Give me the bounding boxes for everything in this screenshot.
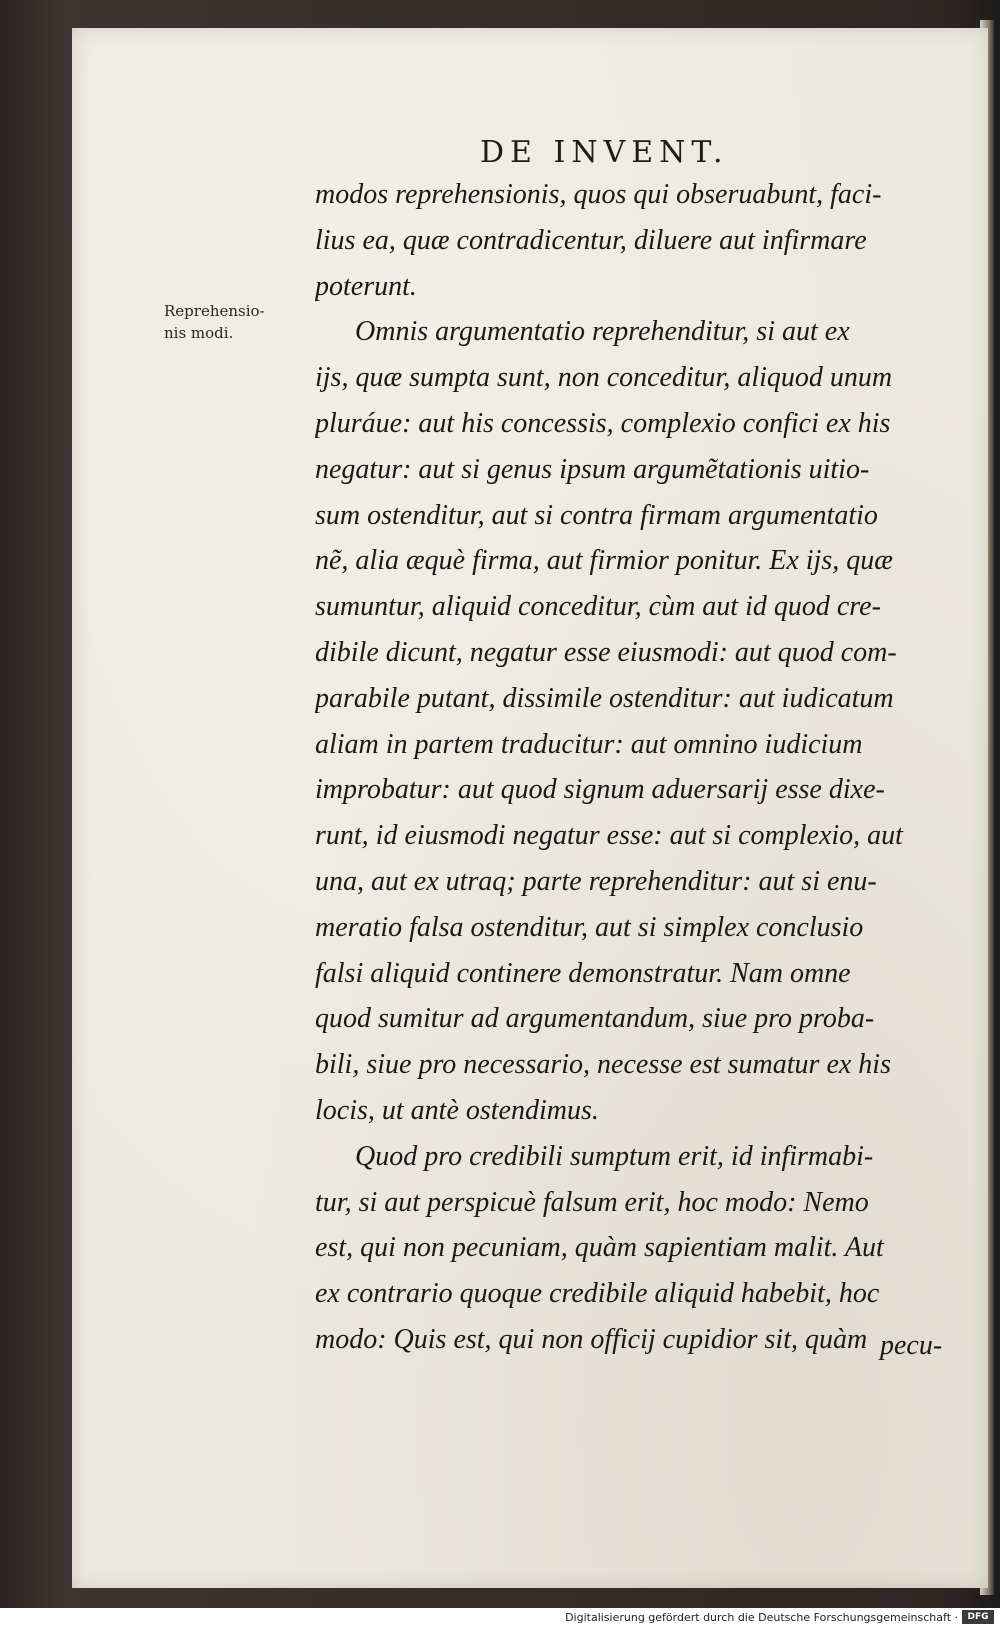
text-line: pluráue: aut his concessis, complexio confici ex his: [315, 407, 891, 439]
text-line: aliam in partem traducitur: aut omnino iudicium: [315, 728, 863, 760]
text-line: sumuntur, aliquid conceditur, cùm aut id quod cre-: [315, 591, 881, 623]
text-line: bili, siue pro necessario, necesse est sumatur ex his: [315, 1049, 891, 1081]
text-line: tur, si aut perspicuè falsum erit, hoc modo: Nemo: [315, 1186, 869, 1218]
text-line: dibile dicunt, negatur esse eiusmodi: aut quod com-: [315, 636, 897, 668]
text-line: una, aut ex utraq; parte reprehenditur: aut si enu-: [315, 865, 877, 897]
text-line: poterunt.: [315, 270, 417, 302]
text-line: negatur: aut si genus ipsum argumẽtationis uitio-: [315, 453, 870, 485]
text-line: Omnis argumentatio reprehenditur, si aut ex: [355, 316, 850, 348]
text-line: nẽ, alia æquè firma, aut firmior ponitur. Ex ijs, quæ: [315, 545, 893, 577]
body-text: [315, 172, 975, 1363]
text-line: ijs, quæ sumpta sunt, non conceditur, aliquod unum: [315, 362, 893, 394]
marginal-note-line-1: Reprehensio-: [164, 302, 265, 320]
dfg-logo: DFG: [962, 1610, 994, 1624]
text-line: meratio falsa ostenditur, aut si simplex conclusio: [315, 911, 864, 943]
text-line: improbatur: aut quod signum aduersarij esse dixe-: [315, 774, 885, 806]
text-line: falsi aliquid continere demonstratur. Nam omne: [315, 957, 851, 989]
text-line: parabile putant, dissimile ostenditur: aut iudicatum: [315, 682, 894, 714]
marginal-note-line-2: nis modi.: [164, 324, 234, 342]
digitization-credit: Digitalisierung gefördert durch die Deutsche Forschungsgemeinschaft ·: [565, 1611, 958, 1624]
text-line: locis, ut antè ostendimus.: [315, 1094, 599, 1126]
marginal-note: [164, 300, 314, 344]
text-line: quod sumitur ad argumentandum, siue pro proba-: [315, 1003, 875, 1035]
running-head: DE INVENT.: [480, 135, 729, 170]
text-line: lius ea, quæ contradicentur, diluere aut infirmare: [315, 224, 867, 256]
text-line: Quod pro credibili sumptum erit, id infirmabi-: [355, 1140, 874, 1172]
text-line: modos reprehensionis, quos qui obseruabunt, faci-: [315, 179, 882, 210]
text-line: sum ostenditur, aut si contra firmam argumentatio: [315, 499, 878, 531]
text-line: modo: Quis est, qui non officij cupidior sit, quàm: [315, 1323, 868, 1355]
catchword: pecu-: [880, 1330, 943, 1361]
text-line: ex contrario quoque credibile aliquid habebit, hoc: [315, 1278, 880, 1310]
text-line: runt, id eiusmodi negatur esse: aut si complexio, aut: [315, 820, 903, 852]
text-line: est, qui non pecuniam, quàm sapientiam malit. Aut: [315, 1232, 884, 1264]
